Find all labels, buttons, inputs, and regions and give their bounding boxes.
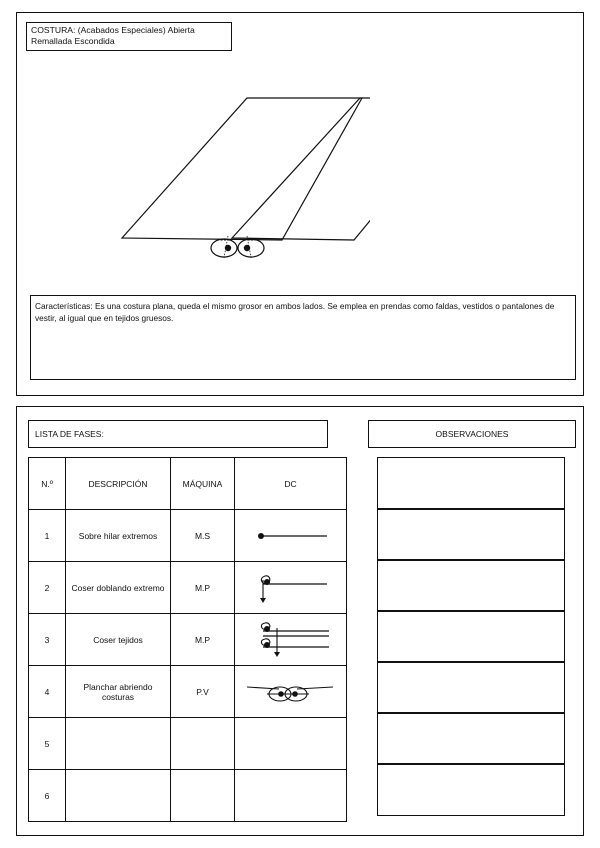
row-dc	[235, 770, 347, 822]
dc-pressed-open-seam-icon	[235, 666, 347, 718]
observations-column	[377, 457, 565, 816]
observation-cell[interactable]	[377, 610, 565, 663]
right-fabric-panel	[232, 98, 370, 240]
phases-table	[28, 457, 347, 822]
row-number: 2	[29, 562, 66, 614]
dc-folded-stitch-icon	[235, 562, 347, 614]
row-number: 3	[29, 614, 66, 666]
seam-diagram-illustration	[100, 90, 370, 270]
row-machine: M.S	[171, 510, 235, 562]
row-machine	[171, 770, 235, 822]
observations-label: OBSERVACIONES	[368, 420, 576, 448]
table-row	[29, 562, 347, 614]
observation-cell[interactable]	[377, 763, 565, 816]
row-description	[66, 718, 171, 770]
right-seam-fold	[238, 239, 264, 257]
row-number: 1	[29, 510, 66, 562]
observation-cell[interactable]	[377, 712, 565, 765]
row-description: Planchar abriendo costuras	[66, 666, 171, 718]
observation-cell[interactable]	[377, 457, 565, 510]
left-fabric-panel	[122, 98, 362, 240]
observation-cell[interactable]	[377, 661, 565, 714]
column-header-machine: MÁQUINA	[171, 458, 235, 510]
dc-overlock-line-icon	[235, 510, 347, 562]
row-description: Coser tejidos	[66, 614, 171, 666]
row-number: 4	[29, 666, 66, 718]
table-row	[29, 666, 347, 718]
row-description	[66, 770, 171, 822]
left-seam-fold	[211, 239, 237, 257]
row-dc	[235, 718, 347, 770]
column-header-dc: DC	[235, 458, 347, 510]
row-machine: M.P	[171, 562, 235, 614]
characteristics-box: Características: Es una costura plana, queda el mismo grosor en ambos lados. Se emplea en prendas como faldas, vestidos o pantalones de vestir, al igual que en tejidos gruesos.	[30, 295, 576, 380]
table-row	[29, 614, 347, 666]
table-row	[29, 770, 347, 822]
column-header-description: DESCRIPCIÓN	[66, 458, 171, 510]
row-number: 5	[29, 718, 66, 770]
table-header-row	[29, 458, 347, 510]
observation-cell[interactable]	[377, 559, 565, 612]
observation-cell[interactable]	[377, 508, 565, 561]
row-machine: M.P	[171, 614, 235, 666]
dc-double-stitch-icon	[235, 614, 347, 666]
row-machine: P.V	[171, 666, 235, 718]
row-description: Sobre hilar extremos	[66, 510, 171, 562]
column-header-number: N.º	[29, 458, 66, 510]
table-row	[29, 718, 347, 770]
phase-list-label: LISTA DE FASES:	[28, 420, 328, 448]
table-row	[29, 510, 347, 562]
row-description: Coser doblando extremo	[66, 562, 171, 614]
row-number: 6	[29, 770, 66, 822]
row-machine	[171, 718, 235, 770]
seam-title: COSTURA: (Acabados Especiales) Abierta Remallada Escondida	[26, 22, 232, 51]
